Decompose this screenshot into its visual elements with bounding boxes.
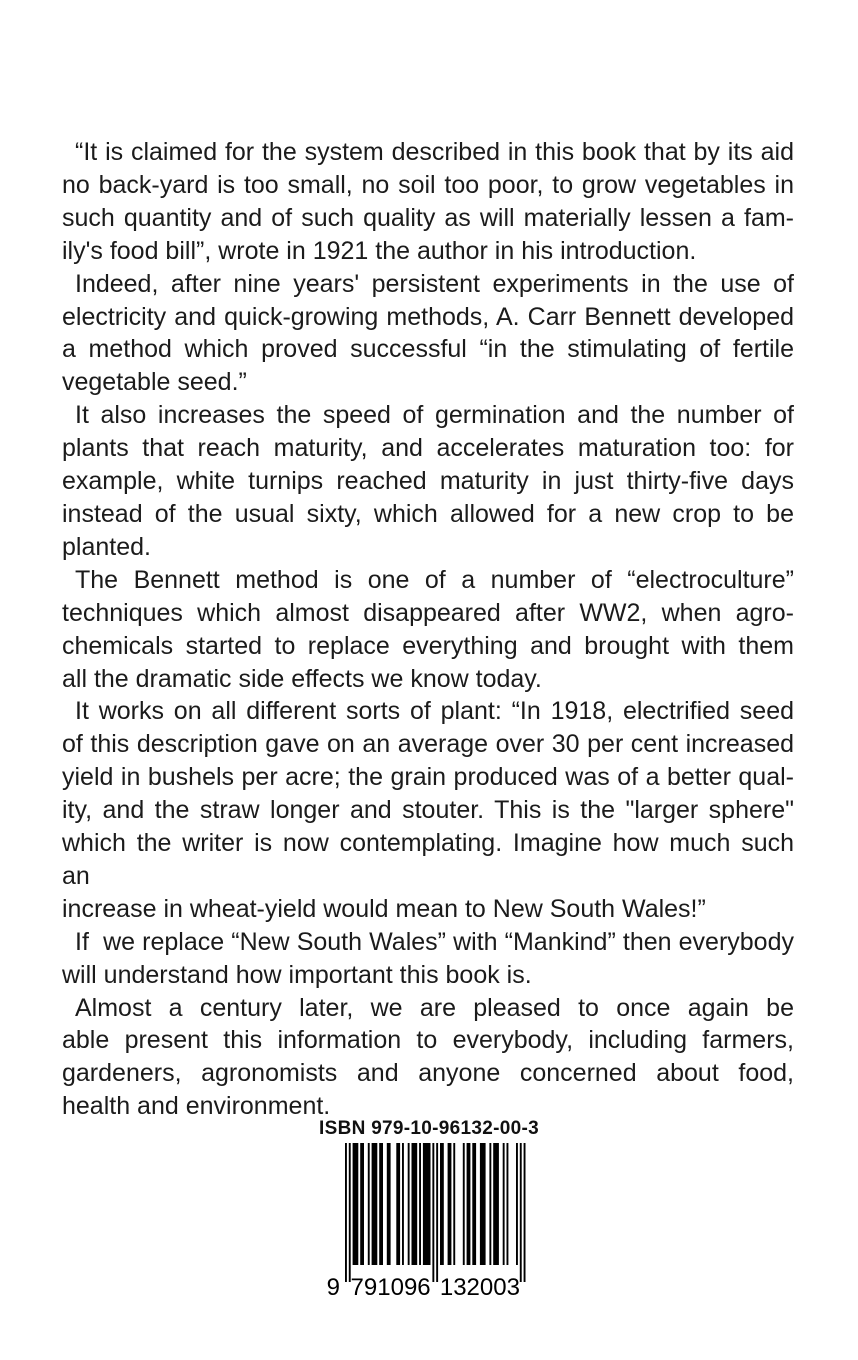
barcode-bar [463, 1143, 465, 1265]
text-line: all the dramatic side effects we know today. [62, 664, 542, 693]
text-line: yield in bushels per acre; the grain produced was of a better qual- [62, 763, 794, 792]
barcode-bar [480, 1143, 486, 1265]
barcode-bar [353, 1143, 359, 1265]
text-line: The Bennett method is one of a number of “electroculture” [75, 565, 794, 594]
barcode-right-digit-group: 132003 [439, 1274, 520, 1301]
barcode-bar [408, 1143, 410, 1265]
text-line: If we replace “New South Wales” with “Mankind” then everybody [75, 927, 794, 956]
barcode-bar [493, 1143, 499, 1265]
barcode-bar [349, 1143, 351, 1282]
blurb-paragraph [62, 268, 794, 400]
barcode-bar [524, 1143, 526, 1282]
text-line: such quantity and of such quality as will materially lessen a fam- [62, 203, 794, 232]
text-line: health and environment. [62, 1092, 331, 1121]
barcode-left-digit-group: 791096 [350, 1274, 431, 1301]
isbn-section [0, 1117, 858, 1301]
barcode-bar [419, 1143, 421, 1265]
isbn-ean13-barcode [323, 1143, 535, 1301]
barcode-lead-digit: 9 [326, 1274, 340, 1301]
text-line: example, white turnips reached maturity in just thirty-five days [62, 467, 794, 496]
text-line: ily's food bill”, wrote in 1921 the author in his introduction. [62, 236, 697, 265]
text-line: able present this information to everybody, including farmers, [62, 1026, 794, 1055]
barcode-bar [396, 1143, 400, 1265]
text-line: ity, and the straw longer and stouter. This is the "larger sphere" [62, 796, 794, 825]
barcode-bar [345, 1143, 347, 1282]
blurb-paragraph [62, 399, 794, 564]
barcode-bar [507, 1143, 509, 1265]
text-line: electricity and quick-growing methods, A. Carr Bennett developed [62, 302, 794, 331]
text-line: instead of the usual sixty, which allowed for a new crop to be [62, 499, 794, 528]
text-line: which the writer is now contemplating. Imagine how much such an [62, 829, 794, 890]
barcode-bar [520, 1143, 522, 1282]
barcode-bar [432, 1143, 434, 1282]
barcode-bar [440, 1143, 444, 1265]
barcode-bar [387, 1143, 391, 1265]
text-line: will understand how important this book is. [62, 960, 532, 989]
text-line: planted. [62, 532, 151, 561]
text-line: plants that reach maturity, and accelerates maturation too: for [62, 434, 794, 463]
barcode-bar [516, 1143, 518, 1265]
text-line: a method which proved successful “in the stimulating of fertile [62, 335, 794, 364]
text-line: It works on all different sorts of plant: “In 1918, electrified seed [75, 697, 794, 726]
blurb-paragraph [62, 695, 794, 925]
barcode-bar [412, 1143, 418, 1265]
text-line: increase in wheat-yield would mean to New South Wales!” [62, 894, 706, 923]
barcode-bar [372, 1143, 378, 1265]
barcode-bar [467, 1143, 471, 1265]
text-line: techniques which almost disappeared after WW2, when agro- [62, 598, 794, 627]
barcode-bar [423, 1143, 431, 1265]
text-line: It also increases the speed of germination and the number of [75, 401, 794, 430]
text-line: of this description gave on an average over 30 per cent increased [62, 730, 794, 759]
barcode-bar [489, 1143, 491, 1265]
blurb-paragraph [62, 136, 794, 268]
barcode-bar [448, 1143, 452, 1265]
isbn-label: ISBN 979-10-96132-00-3 [319, 1118, 539, 1139]
barcode-bar [379, 1143, 383, 1265]
blurb-paragraph [62, 926, 794, 992]
blurb-paragraph [62, 564, 794, 696]
text-line: vegetable seed.” [62, 368, 247, 397]
text-line: “It is claimed for the system described in this book that by its aid [75, 138, 794, 166]
text-line: no back-yard is too small, no soil too poor, to grow vegetables in [62, 170, 794, 199]
text-line: Indeed, after nine years' persistent experiments in the use of [75, 269, 794, 298]
text-line: chemicals started to replace everything and brought with them [62, 631, 794, 660]
back-cover-blurb [62, 136, 794, 1123]
text-line: gardeners, agronomists and anyone concerned about food, [62, 1059, 794, 1088]
barcode-bar [472, 1143, 476, 1265]
blurb-paragraph [62, 992, 794, 1124]
barcode-bar [402, 1143, 404, 1265]
barcode-bar [503, 1143, 505, 1265]
barcode-bar [368, 1143, 370, 1265]
text-line: Almost a century later, we are pleased to once again be [75, 993, 794, 1022]
barcode-bar [436, 1143, 438, 1282]
barcode-bar [360, 1143, 364, 1265]
barcode-bar [453, 1143, 455, 1265]
